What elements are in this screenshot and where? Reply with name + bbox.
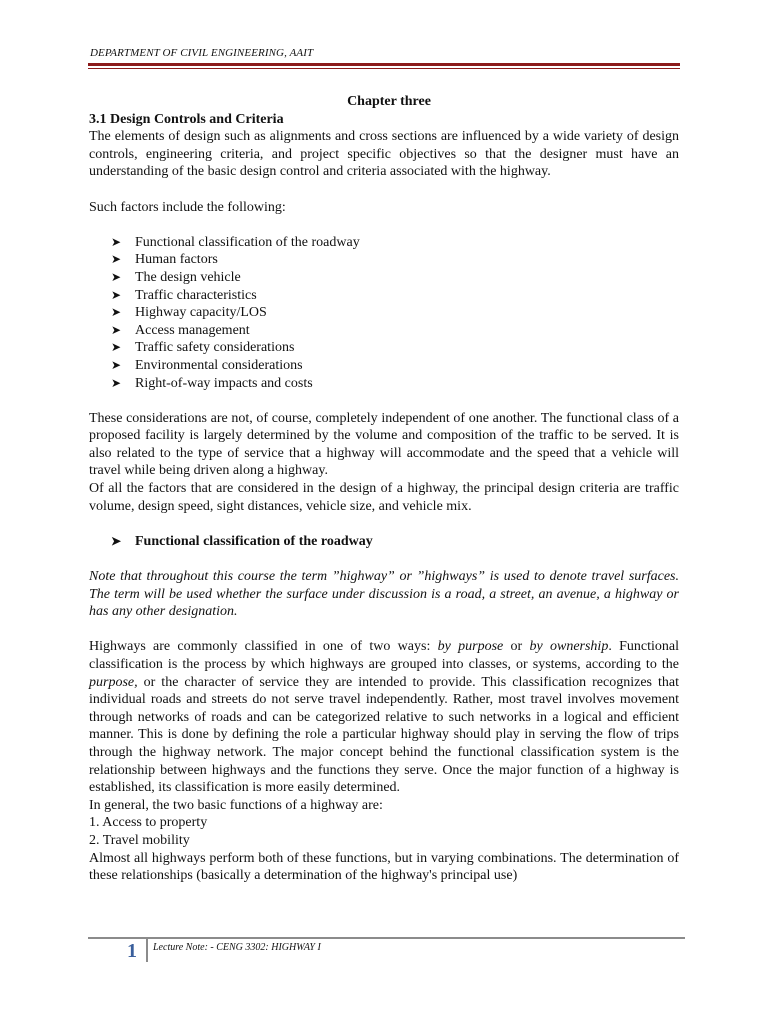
function-2: 2. Travel mobility bbox=[89, 832, 190, 848]
list-item bbox=[111, 304, 679, 322]
list-item-text: Human factors bbox=[135, 252, 218, 268]
list-item-text: Traffic safety considerations bbox=[135, 340, 295, 356]
by-purpose-text: by purpose bbox=[437, 639, 504, 655]
classified-mid: . Functional classification is the process by which highways are grouped into classes, or systems, according to the bbox=[89, 639, 679, 672]
by-ownership-text: by ownership bbox=[529, 639, 609, 655]
page-content bbox=[89, 93, 679, 885]
list-item-text: The design vehicle bbox=[135, 269, 241, 285]
intro-paragraph: The elements of design such as alignments and cross sections are influenced by a wide variety of design controls, engineering criteria, and project specific objectives so that the designer must have an understanding of the basic design control and criteria associated with the highway. bbox=[89, 129, 679, 180]
function-1: 1. Access to property bbox=[89, 815, 208, 831]
arrow-bullet-icon: ➤ bbox=[111, 533, 122, 548]
section-heading: 3.1 Design Controls and Criteria bbox=[89, 111, 284, 127]
arrow-bullet-icon: ➤ bbox=[111, 340, 122, 355]
arrow-bullet-icon: ➤ bbox=[111, 287, 122, 302]
classification-paragraph bbox=[89, 638, 679, 796]
arrow-bullet-icon: ➤ bbox=[111, 322, 122, 337]
arrow-bullet-icon: ➤ bbox=[111, 357, 122, 372]
list-item bbox=[111, 375, 679, 393]
header-department: DEPARTMENT OF CIVIL ENGINEERING, AAIT bbox=[90, 47, 314, 59]
list-item bbox=[111, 357, 679, 375]
purpose-word: purpose, bbox=[89, 674, 138, 690]
footer-rule bbox=[88, 937, 685, 939]
arrow-bullet-icon: ➤ bbox=[111, 234, 122, 249]
almost-all-paragraph: Almost all highways perform both of these functions, but in varying combinations. The determination of these relationships (basically a determination of the highway's principal use) bbox=[89, 850, 679, 884]
note-paragraph: Note that throughout this course the term ”highway” or ”highways” is used to denote travel surfaces. The term will be used whether the surface under discussion is a road, a street, an avenue, a highway or has any other designation. bbox=[89, 569, 679, 620]
list-item bbox=[111, 251, 679, 269]
considerations-paragraph: These considerations are not, of course, completely independent of one another. The functional class of a proposed facility is largely determined by the volume and composition of the traffic to be served. It is also related to the type of service that a highway will accommodate and the speed that a vehicle will travel while being driven along a highway. bbox=[89, 410, 679, 479]
list-item bbox=[111, 339, 679, 357]
page-number: 1 bbox=[127, 940, 137, 962]
list-item-text: Functional classification of the roadway bbox=[135, 234, 360, 250]
header-rule-thin bbox=[88, 68, 680, 69]
list-item-text: Environmental considerations bbox=[135, 357, 303, 373]
footer-lecture-note: Lecture Note: - CENG 3302: HIGHWAY I bbox=[153, 942, 321, 953]
list-item bbox=[111, 322, 679, 340]
functional-classification-heading bbox=[89, 533, 679, 551]
list-item bbox=[111, 234, 679, 252]
factors-lead: Such factors include the following: bbox=[89, 199, 286, 215]
arrow-bullet-icon: ➤ bbox=[111, 375, 122, 390]
principal-criteria-paragraph: Of all the factors that are considered in the design of a highway, the principal design criteria are traffic volume, design speed, sight distances, vehicle size, and vehicle mix. bbox=[89, 481, 679, 514]
list-item bbox=[111, 269, 679, 287]
factors-list bbox=[89, 234, 679, 392]
list-item-text: Access management bbox=[135, 322, 250, 338]
list-item bbox=[111, 287, 679, 305]
header-rule-thick bbox=[88, 63, 680, 66]
or-word: or bbox=[503, 639, 530, 655]
list-item-text: Highway capacity/LOS bbox=[135, 305, 267, 321]
list-item-text: Traffic characteristics bbox=[135, 287, 257, 303]
arrow-bullet-icon: ➤ bbox=[111, 252, 122, 267]
two-functions-paragraph: In general, the two basic functions of a highway are: bbox=[89, 797, 383, 813]
subheading-text: Functional classification of the roadway bbox=[135, 533, 373, 549]
footer-divider bbox=[146, 938, 148, 962]
classified-end: or the character of service they are intended to provide. This classification recognizes that individual roads and streets do not serve travel independently. Rather, most travel involves movement through networks of roads and can be categorized relative to such networks in a logical and efficient manner. This is done by defining the role a particular highway should play in serving the flow of trips through the highway network. The major concept behind the functional classification system is the relationship between highways and the functions they serve. Once the major function of a highway is established, its classification is more easily determined. bbox=[89, 674, 679, 796]
arrow-bullet-icon: ➤ bbox=[111, 269, 122, 284]
classified-start: Highways are commonly classified in one of two ways: bbox=[89, 639, 438, 655]
list-item-text: Right-of-way impacts and costs bbox=[135, 375, 313, 391]
arrow-bullet-icon: ➤ bbox=[111, 305, 122, 320]
chapter-title: Chapter three bbox=[347, 94, 431, 109]
